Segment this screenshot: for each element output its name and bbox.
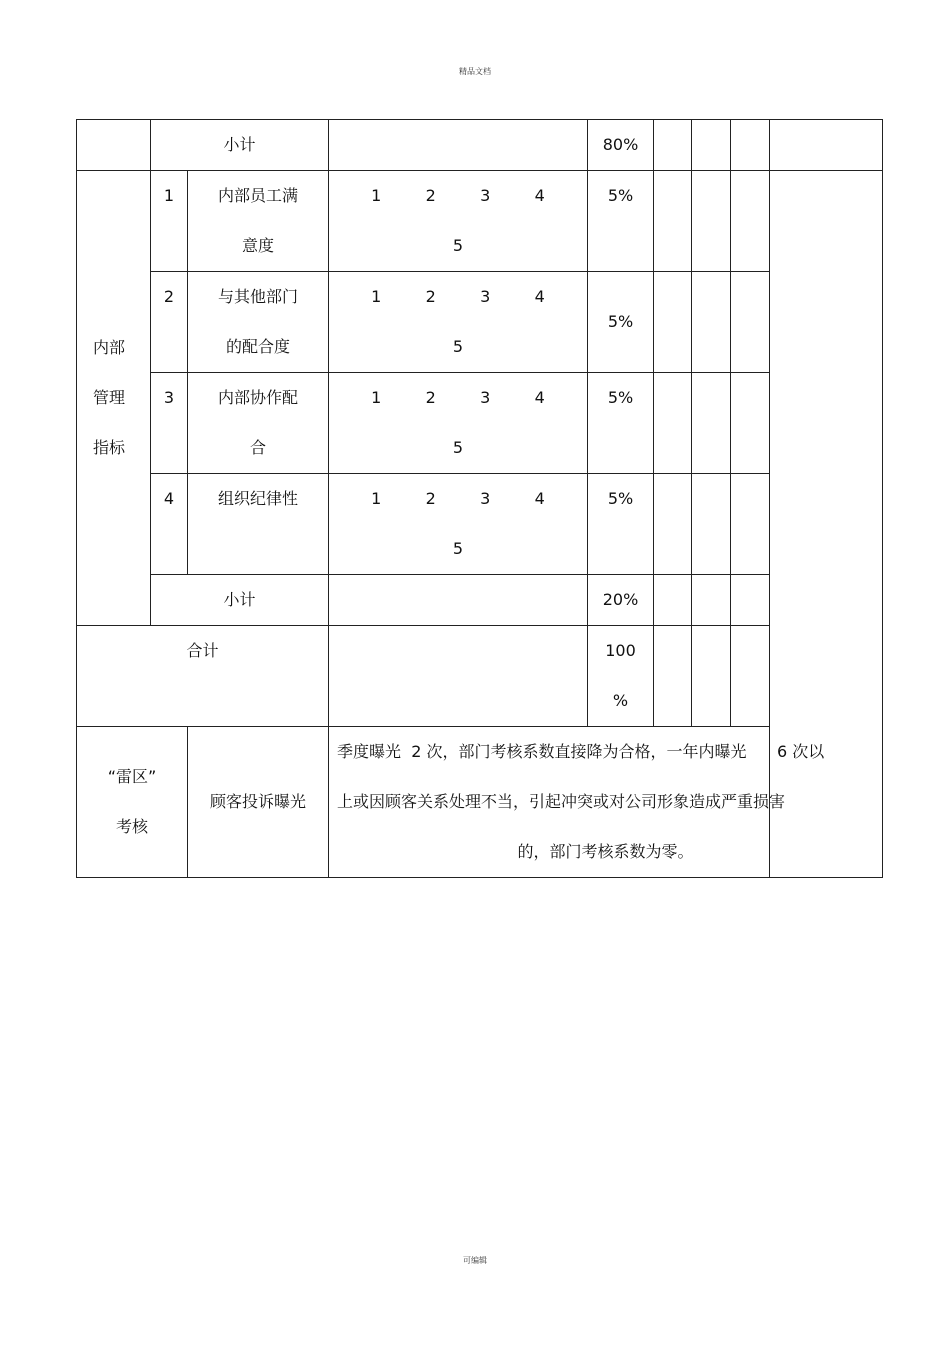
weight-cell: 5% (588, 171, 654, 272)
empty-cell (731, 575, 770, 626)
score-options-cell: 1 2 3 4 5 (329, 373, 588, 474)
empty-cell (770, 120, 883, 171)
total-row (77, 626, 883, 727)
indicator-name-cell: 内部员工满 意度 (188, 171, 329, 272)
subtotal-label-cell: 小计 (151, 575, 329, 626)
empty-cell (654, 272, 692, 373)
minefield-row (77, 727, 883, 878)
total-label-cell: 合计 (77, 626, 329, 727)
empty-cell (654, 575, 692, 626)
section-label-cell: 内部 管理 指标 (77, 171, 151, 626)
total-weight-cell: 100 % (588, 626, 654, 727)
subtotal-label-cell: 小计 (151, 120, 329, 171)
empty-cell (692, 272, 731, 373)
score-options-cell: 1 2 3 4 5 (329, 272, 588, 373)
minefield-description-cell: 季度曝光 2 次，部门考核系数直接降为合格，一年内曝光 6 次以 上或因顾客关系处理不当，引起冲突或对公司形象造成严重损害 的，部门考核系数为零。 (329, 727, 883, 878)
empty-cell (731, 626, 770, 727)
row-number-cell: 1 (151, 171, 188, 272)
table-row (77, 272, 883, 373)
table-row (77, 474, 883, 575)
row-number-cell: 2 (151, 272, 188, 373)
empty-cell (692, 120, 731, 171)
subtotal-row-1 (77, 120, 883, 171)
subtotal-weight-cell: 20% (588, 575, 654, 626)
subtotal-row-2 (77, 575, 883, 626)
empty-cell (731, 272, 770, 373)
table-row (77, 373, 883, 474)
row-number-cell: 3 (151, 373, 188, 474)
empty-cell (654, 171, 692, 272)
empty-cell (731, 171, 770, 272)
subtotal-weight-cell: 80% (588, 120, 654, 171)
weight-cell: 5% (588, 272, 654, 373)
empty-cell (654, 373, 692, 474)
empty-cell (692, 373, 731, 474)
minefield-label-cell: “雷区” 考核 (77, 727, 188, 878)
weight-cell: 5% (588, 474, 654, 575)
empty-cell (731, 120, 770, 171)
empty-cell (329, 120, 588, 171)
empty-cell (654, 120, 692, 171)
indicator-name-cell: 与其他部门 的配合度 (188, 272, 329, 373)
empty-cell (692, 171, 731, 272)
empty-cell (731, 474, 770, 575)
empty-cell (692, 626, 731, 727)
row-number-cell: 4 (151, 474, 188, 575)
minefield-item-cell: 顾客投诉曝光 (188, 727, 329, 878)
page-header: 精品文档 (459, 67, 491, 76)
page-footer: 可编辑 (463, 1256, 487, 1265)
score-options-cell: 1 2 3 4 5 (329, 171, 588, 272)
empty-cell (731, 373, 770, 474)
empty-cell (654, 474, 692, 575)
table-row (77, 171, 883, 272)
weight-cell: 5% (588, 373, 654, 474)
empty-cell (654, 626, 692, 727)
empty-cell (692, 575, 731, 626)
empty-cell (77, 120, 151, 171)
indicator-name-cell: 组织纪律性 (188, 474, 329, 575)
indicator-name-cell: 内部协作配 合 (188, 373, 329, 474)
empty-cell (329, 575, 588, 626)
empty-cell (329, 626, 588, 727)
empty-cell (692, 474, 731, 575)
score-options-cell: 1 2 3 4 5 (329, 474, 588, 575)
assessment-table (76, 119, 883, 878)
